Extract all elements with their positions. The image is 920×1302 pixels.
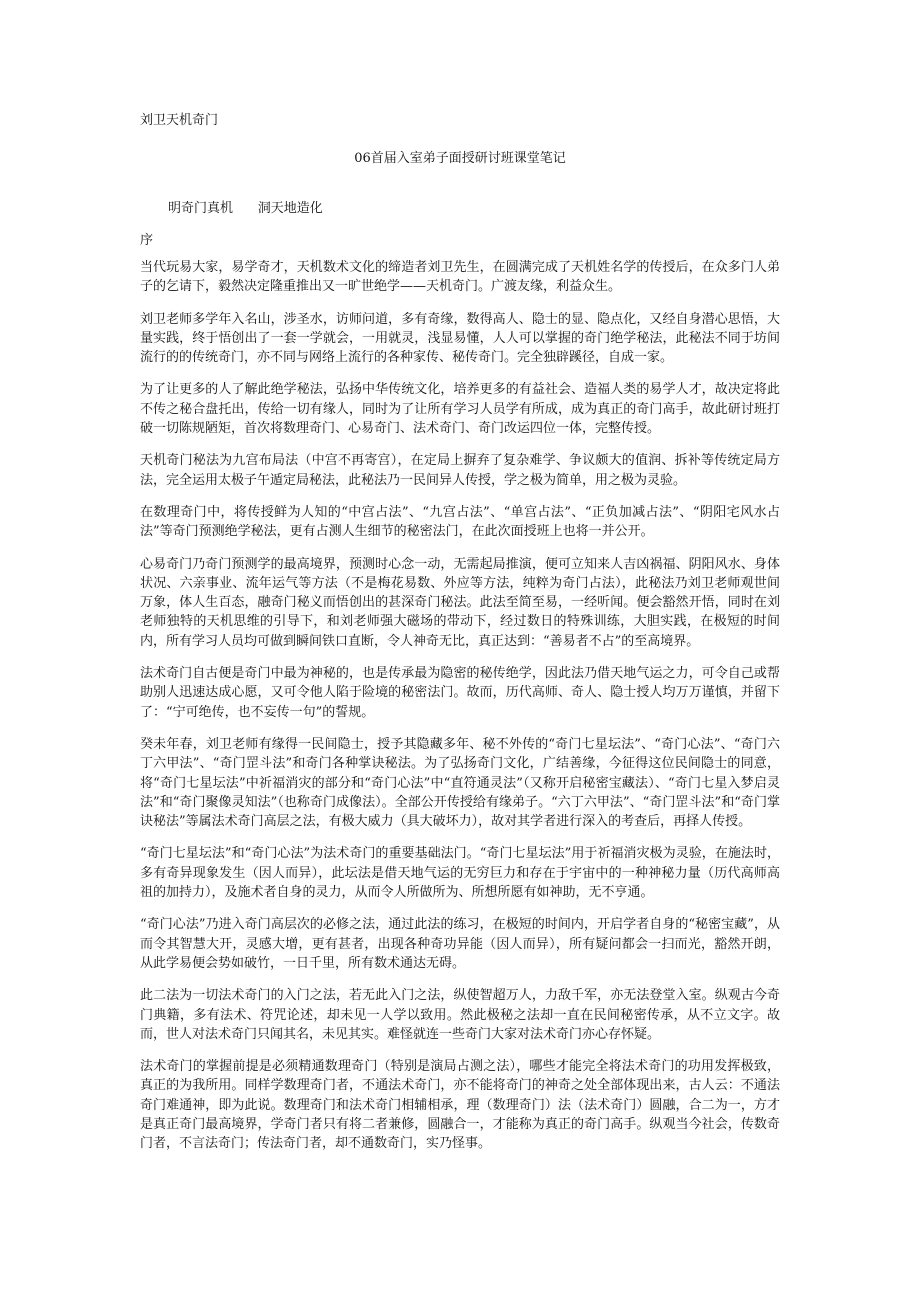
document-body (140, 258, 780, 1167)
preface-heading: 序 (140, 233, 154, 248)
paragraph-8: 癸未年春，刘卫老师有缘得一民间隐士，授予其隐藏多年、秘不外传的“奇门七星坛法”、“奇门心法”、“奇门六丁六甲法”、“奇门罡斗法”和奇门各种掌诀秘法。为了弘扬奇门文化，广结善缘，今征得这位民间隐士的同意，将“奇门七星坛法”中祈福消灾的部分和“奇门心法”中“直符通灵法”（又称开启秘密宝藏法）、“奇门七星入梦启灵法”和“奇门聚像灵知法”（也称奇门成像法）。全部公开传授给有缘弟子。“六丁六甲法”、“奇门罡斗法”和“奇门掌诀秘法”等属法术奇门高层之法，有极大威力（具大破坏力），故对其学者进行深入的考查后，再择人传授。 (140, 736, 780, 830)
paragraph-9: “奇门七星坛法”和“奇门心法”为法术奇门的重要基础法门。“奇门七星坛法”用于祈福消灾极为灵验，在施法时，多有奇异现象发生（因人而异），此坛法是借天地气运的无穷巨力和存在于宇宙中的一种神秘力量（历代高师高祖的加持力），及施术者自身的灵力，从而令人所做所为、所想所愿有如神助，无不亨通。 (140, 846, 780, 901)
document-motto: 明奇门真机 洞天地造化 (168, 201, 323, 216)
paragraph-7: 法术奇门自古便是奇门中最为神秘的，也是传承最为隐密的秘传绝学，因此法乃借天地气运之力，可令自己或帮助别人迅速达成心愿，又可令他人陷于险境的秘密法门。故而，历代高师、奇人、隐士授人均万万谨慎，并留下了：“宁可绝传，也不妄传一句”的誓规。 (140, 666, 780, 720)
document-subtitle: 06首届入室弟子面授研讨班课堂笔记 (354, 151, 566, 166)
paragraph-1: 当代玩易大家，易学奇才，天机数术文化的缔造者刘卫先生，在圆满完成了天机姓名学的传授后，在众多门人弟子的乞请下，毅然决定隆重推出又一旷世绝学——天机奇门。广渡友缘，利益众生。 (140, 260, 780, 295)
paragraph-2: 刘卫老师多学年入名山，涉圣水，访师问道，多有奇缘，数得高人、隐士的显、隐点化，又经自身潜心思悟，大量实践，终于悟创出了一套一学就会，一用就灵，浅显易懂，人人可以掌握的奇门绝学秘法，此秘法不同于坊间流行的的传统奇门，亦不同与网络上流行的各种家传、秘传奇门。完全独辟蹊径，自成一家。 (140, 311, 780, 366)
paragraph-6: 心易奇门乃奇门预测学的最高境界，预测时心念一动，无需起局推演，便可立知来人吉凶祸福、阴阳风水、身体状况、六亲事业、流年运气等方法（不是梅花易数、外应等方法，纯粹为奇门占法），此秘法乃刘卫老师观世间万象，体人生百态，融奇门秘义而悟创出的甚深奇门秘法。此法至简至易，一经听闻。便会豁然开悟，同时在刘老师独特的天机思维的引导下，和刘老师强大磁场的带动下，经过数日的特殊训练，大胆实践，在极短的时间内，所有学习人员均可做到瞬间铁口直断，令人神奇无比，真正达到：“善易者不占”的至高境界。 (140, 556, 780, 649)
paragraph-10: “奇门心法”乃进入奇门高层次的必修之法，通过此法的练习，在极短的时间内，开启学者自身的“秘密宝藏”，从而令其智慧大开，灵感大增，更有甚者，出现各种奇功异能（因人而异），所有疑问都会一扫而光，豁然开朗，从此学易便会势如破竹，一日千里，所有数术通达无碍。 (140, 917, 780, 971)
paragraph-11: 此二法为一切法术奇门的入门之法，若无此入门之法，纵使智超万人，力敌千军，亦无法登堂入室。纵观古今奇门典籍，多有法术、符咒论述，却未见一人学以致用。然此极秘之法却一直在民间秘密传承，从不立文字。故而，世人对法术奇门只闻其名，未见其实。难怪就连一些奇门大家对法术奇门亦心存怀疑。 (140, 988, 780, 1042)
document-title: 刘卫天机奇门 (140, 113, 219, 128)
paragraph-12: 法术奇门的掌握前提是必须精通数理奇门（特别是演局占测之法），哪些才能完全将法术奇门的功用发挥极致，真正的为我所用。同样学数理奇门者，不通法术奇门，亦不能将奇门的神奇之处全部体现出来，古人云：不通法奇门难通神，即为此说。数理奇门和法术奇门相辅相承，理（数理奇门）法（法术奇门）圆融，合二为一，方才是真正奇门最高境界，学奇门者只有将二者兼修，圆融合一，才能称为真正的奇门高手。纵观当今社会，传数奇门者，不言法奇门；传法奇门者，却不通数奇门，实乃怪事。 (140, 1059, 780, 1152)
paragraph-4: 天机奇门秘法为九宫布局法（中宫不再寄宫），在定局上摒弃了复杂难学、争议颇大的值润、拆补等传统定局方法，完全运用太极子午遁定局秘法，此秘法乃一民间异人传授，学之极为简单，用之极为灵验。 (140, 453, 780, 488)
paragraph-3: 为了让更多的人了解此绝学秘法，弘扬中华传统文化，培养更多的有益社会、造福人类的易学人才，故决定将此不传之秘合盘托出，传给一切有缘人，同时为了让所有学习人员学有所成，成为真正的奇门高手，故此研讨班打破一切陈规陋矩，首次将数理奇门、心易奇门、法术奇门、奇门改运四位一体，完整传授。 (140, 382, 780, 437)
paragraph-5: 在数理奇门中，将传授鲜为人知的“中宫占法”、“九宫占法”、“单宫占法”、“正负加减占法”、“阴阳宅风水占法”等奇门预测绝学秘法，更有占测人生细节的秘密法门，在此次面授班上也将一并公开。 (140, 504, 780, 540)
